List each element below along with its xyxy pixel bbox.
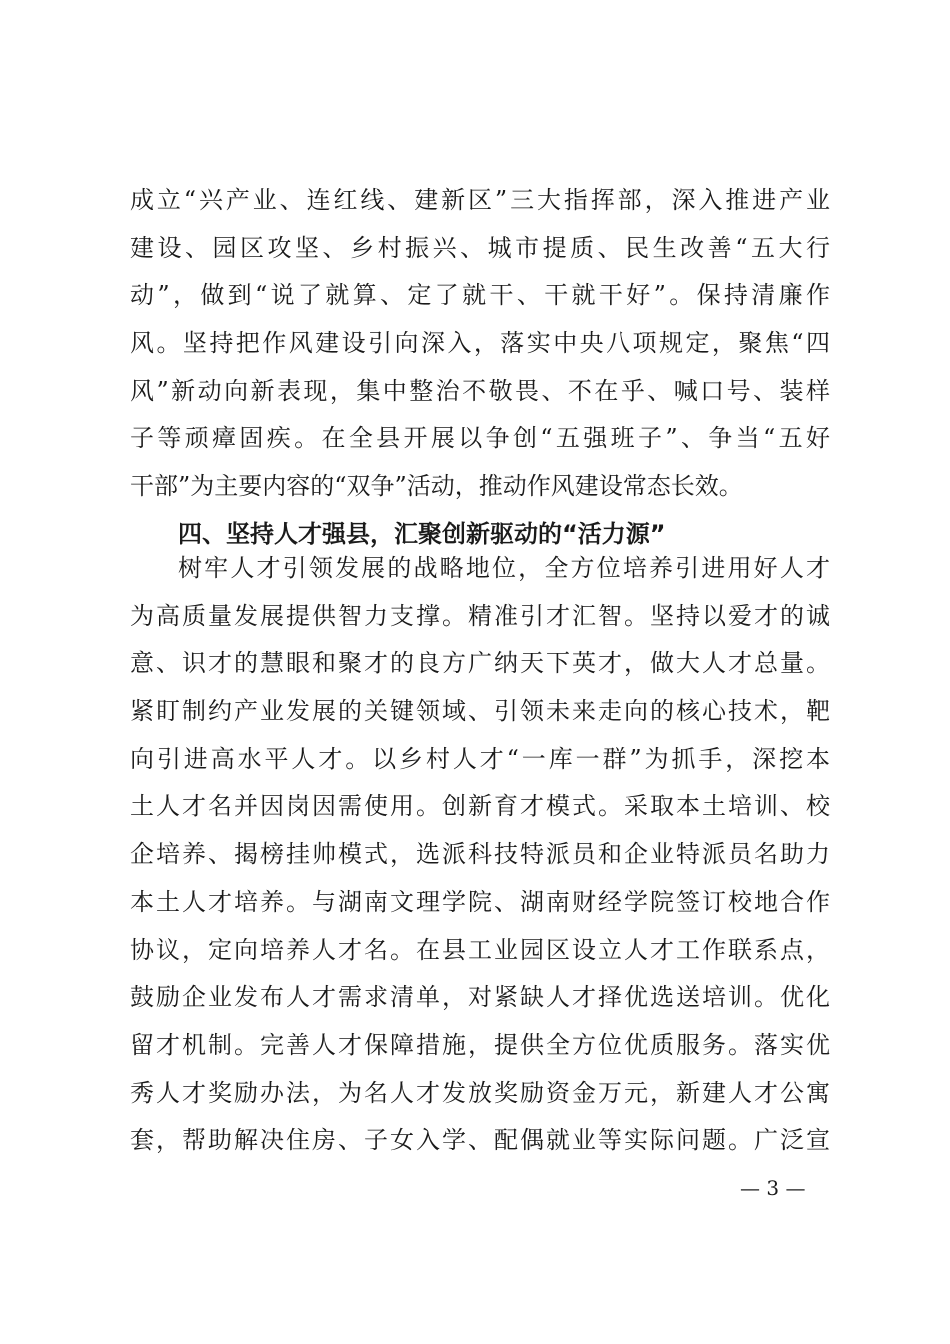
paragraph-line: 本土人才培养。与湖南文理学院、湖南财经学院签订校地合作 <box>130 887 830 916</box>
paragraph-line: 干部”为主要内容的“双争”活动，推动作风建设常态长效。 <box>130 472 743 501</box>
paragraph-line: 土人才名并因岗因需使用。创新育才模式。采取本土培训、校 <box>130 792 830 821</box>
paragraph-line: 树牢人才引领发展的战略地位，全方位培养引进用好人才 <box>178 554 830 582</box>
paragraph-line: 鼓励企业发布人才需求清单，对紧缺人才择优选送培训。优化 <box>130 983 830 1012</box>
paragraph-line: 企培养、揭榜挂帅模式，选派科技特派员和企业特派员名助力 <box>130 840 830 869</box>
paragraph-line: 动”，做到“说了就算、定了就干、干就干好”。保持清廉作 <box>130 281 830 310</box>
paragraph-line: 秀人才奖励办法，为名人才发放奖励资金万元，新建人才公寓 <box>130 1078 830 1107</box>
page-number: — 3 — <box>740 1176 806 1200</box>
paragraph-line: 风。坚持把作风建设引向深入，落实中央八项规定，聚焦“四 <box>130 329 830 358</box>
paragraph-line: 留才机制。完善人才保障措施，提供全方位优质服务。落实优 <box>130 1030 830 1059</box>
paragraph-line: 套，帮助解决住房、子女入学、配偶就业等实际问题。广泛宣 <box>130 1126 830 1155</box>
paragraph-line: 子等顽瘴固疾。在全县开展以争创“五强班子”、争当“五好 <box>130 424 830 453</box>
paragraph-line: 风”新动向新表现，集中整治不敬畏、不在乎、喊口号、装样 <box>130 376 830 405</box>
section-heading: 四、坚持人才强县，汇聚创新驱动的“活力源” <box>178 519 666 548</box>
paragraph-line: 为高质量发展提供智力支撑。精准引才汇智。坚持以爱才的诚 <box>130 601 830 630</box>
paragraph-line: 建设、园区攻坚、乡村振兴、城市提质、民生改善“五大行 <box>130 233 830 262</box>
paragraph-line: 向引进高水平人才。以乡村人才“一库一群”为抓手，深挖本 <box>130 744 830 773</box>
paragraph-line: 意、识才的慧眼和聚才的良方广纳天下英才，做大人才总量。 <box>130 649 830 678</box>
paragraph-line: 成立“兴产业、连红线、建新区”三大指挥部，深入推进产业 <box>130 186 830 214</box>
paragraph-line: 协议，定向培养人才名。在县工业园区设立人才工作联系点， <box>130 935 830 964</box>
paragraph-line: 紧盯制约产业发展的关键领域、引领未来走向的核心技术，靶 <box>130 697 830 726</box>
paragraph-2 <box>130 545 830 1165</box>
paragraph-1 <box>130 177 830 559</box>
